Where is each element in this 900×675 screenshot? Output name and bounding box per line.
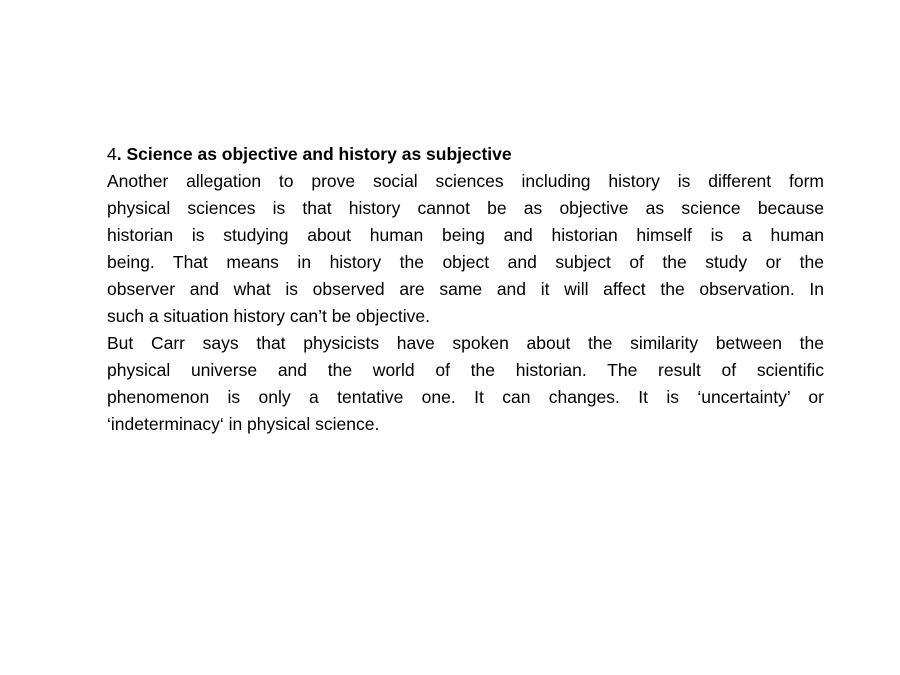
- text-line: Another allegation to prove social sciences including history is different form: [107, 171, 824, 191]
- text-line: being. That means in history the object and subject of the study or the: [107, 252, 824, 272]
- text-line: such a situation history can’t be objective.: [107, 306, 430, 326]
- paragraph-1: [107, 168, 824, 330]
- section-heading: [107, 141, 824, 168]
- text-line: physical universe and the world of the historian. The result of scientific: [107, 360, 824, 380]
- slide-body: [107, 141, 824, 438]
- text-line: ‘indeterminacy‘ in physical science.: [107, 414, 380, 434]
- text-line: observer and what is observed are same and it will affect the observation. In: [107, 279, 824, 299]
- text-line: phenomenon is only a tentative one. It can changes. It is ‘uncertainty’ or: [107, 387, 824, 407]
- heading-number: 4: [107, 144, 117, 164]
- text-line: But Carr says that physicists have spoken about the similarity between the: [107, 333, 824, 353]
- heading-title: . Science as objective and history as subjective: [116, 144, 512, 164]
- text-line: physical sciences is that history cannot be as objective as science because: [107, 198, 824, 218]
- paragraph-2: [107, 330, 824, 438]
- text-line: historian is studying about human being and historian himself is a human: [107, 225, 824, 245]
